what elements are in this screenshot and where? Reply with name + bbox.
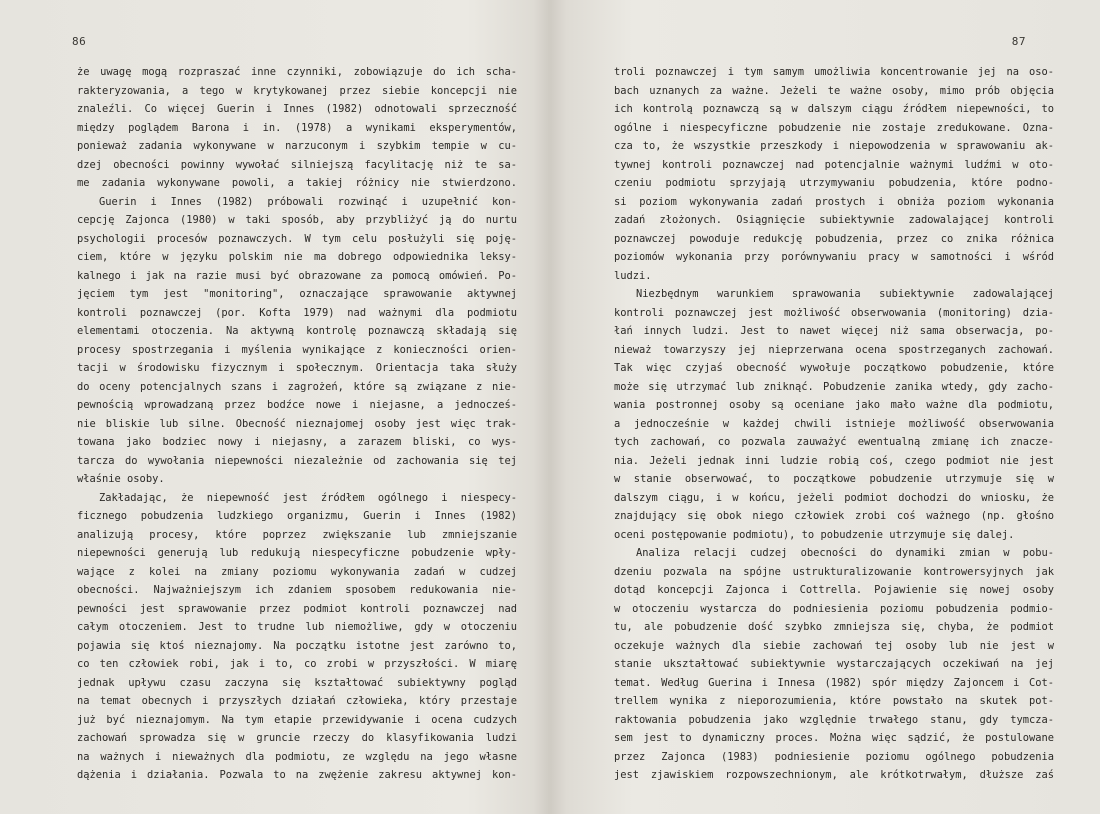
- text-line: ciem, które w języku polskim nie ma dobrego odpowiednika leksy-: [77, 251, 517, 263]
- page-number: 86: [72, 35, 87, 48]
- text-line: nia. Jeżeli jednak inni ludzie robią coś, czego podmiot nie jest: [614, 454, 1054, 467]
- text-line: znajdujący się obok niego człowiek zrobi coś ważnego (np. głośno: [614, 510, 1054, 522]
- text-line: nieważ towarzyszy jej nieprzerwana ocena spostrzeganych zachowań.: [614, 343, 1054, 356]
- page-body: [77, 63, 517, 785]
- text-line: dążenia i działania. Pozwala to na zwężenie zakresu aktywnej kon-: [77, 769, 517, 781]
- text-line: poznawczej powoduje redukcję pobudzenia, przez co znika różnica: [614, 232, 1054, 245]
- text-line: oczekuje ważnych dla siebie zachowań tej osoby lub nie jest w: [614, 639, 1054, 652]
- text-line: do oceny potencjalnych szans i zagrożeń, które są związane z nie-: [77, 380, 517, 393]
- text-line: towana jako bodziec nowy i niejasny, a zarazem bliski, co wys-: [77, 436, 517, 448]
- text-line: elementami otoczenia. Na aktywną kontrolę poznawczą składają się: [77, 325, 517, 337]
- text-line: troli poznawczej i tym samym umożliwia koncentrowanie jej na oso-: [614, 66, 1054, 78]
- text-line: Niezbędnym warunkiem sprawowania subiektywnie zadowalającej: [636, 288, 1054, 300]
- text-line: temat. Według Guerina i Innesa (1982) spór między Zajoncem i Cot-: [614, 676, 1054, 689]
- text-line: na ważnych i nieważnych dla podmiotu, ze względu na jego własne: [77, 750, 517, 763]
- text-line: że uwagę mogą rozpraszać inne czynniki, zobowiązuje do ich scha-: [77, 66, 517, 78]
- text-line: wające z kolei na zmiany poziomu wykonywania zadań w cudzej: [77, 565, 517, 578]
- text-line: zadań złożonych. Osiągnięcie subiektywnie zadowalającej kontroli: [614, 214, 1054, 226]
- text-line: na temat obecnych i przyszłych działań człowieka, który przestaje: [77, 695, 517, 707]
- text-line: ponieważ zadania wykonywane w narzuconym i szybkim tempie w cu-: [77, 140, 517, 152]
- text-line: me zadania wykonywane powoli, a takiej różnicy nie stwierdzono.: [77, 177, 517, 189]
- text-line: dalszym ciągu, i w końcu, jeżeli podmiot dochodzi do wniosku, że: [614, 491, 1054, 504]
- page-body: [614, 63, 1054, 785]
- text-line: obecności. Najważniejszym ich zdaniem sposobem redukowania nie-: [77, 584, 517, 596]
- text-line: Analiza relacji cudzej obecności do dynamiki zmian w pobu-: [636, 547, 1054, 559]
- text-line: jednak upływu czasu zaczyna się kształtować subiektywny pogląd: [77, 676, 517, 689]
- text-line: w otoczeniu wystarcza do podniesienia poziomu pobudzenia podmio-: [614, 602, 1054, 615]
- text-line: Zakładając, że niepewność jest źródłem ogólnego i niespecy-: [99, 491, 517, 504]
- text-line: łań innych ludzi. Jest to nawet więcej niż sama obserwacja, po-: [614, 325, 1054, 337]
- text-line: cepcję Zajonca (1980) w taki sposób, aby przybliżyć ją do nurtu: [77, 214, 517, 226]
- text-line: procesy spostrzegania i myślenia wynikające z konieczności orien-: [77, 343, 517, 356]
- text-line: przez Zajonca (1983) podniesienie poziomu ogólnego pobudzenia: [614, 750, 1054, 763]
- text-line: pojawia się ktoś nieznajomy. Na początku istotne jest zarówno to,: [77, 639, 517, 652]
- text-line: całym otoczeniem. Jest to trudne lub niemożliwe, gdy w otoczeniu: [77, 621, 517, 633]
- text-line: między poglądem Barona i in. (1978) a wynikami eksperymentów,: [77, 121, 517, 134]
- text-line: raktowania pobudzenia jako względnie trwałego stanu, gdy tymcza-: [614, 713, 1054, 726]
- text-line: co ten człowiek robi, jak i to, co zrobi w przyszłości. W miarę: [77, 658, 517, 670]
- text-line: zachowań sprowadza się w gruncie rzeczy do klasyfikowania ludzi: [77, 732, 517, 744]
- text-line: tu, ale pobudzenie dość szybko zmniejsza się, chyba, że podmiot: [614, 621, 1054, 633]
- right-page: [550, 0, 1100, 814]
- text-line: trellem wynika z nieporozumienia, które powstało na skutek pot-: [614, 695, 1054, 707]
- text-line: oceni postępowanie podmiotu), to pobudzenie utrzymuje się dalej.: [614, 528, 1015, 541]
- text-line: może się utrzymać lub zniknąć. Pobudzenie zanika wtedy, gdy zacho-: [614, 380, 1054, 393]
- text-line: dzej obecności powinny wywołać silniejszą facylitację niż te sa-: [77, 158, 517, 171]
- text-line: właśnie osoby.: [77, 473, 165, 485]
- text-line: tarcza do wywołania niepewności niezależnie od zachowania się tej: [77, 454, 517, 467]
- text-line: Guerin i Innes (1982) próbowali rozwinąć i uzupełnić kon-: [99, 195, 517, 208]
- text-line: sem jest to dynamiczny proces. Można więc sądzić, że postulowane: [614, 732, 1054, 744]
- text-line: dotąd koncepcji Zajonca i Cottrella. Pojawienie się nowej osoby: [614, 584, 1054, 596]
- text-line: kalnego i jak na razie musi być obrazowane za pomocą omówień. Po-: [77, 269, 517, 282]
- text-line: kontroli poznawczej jest możliwość obserwowania (monitoring) dzia-: [614, 306, 1054, 319]
- text-line: stanie ukształtować subiektywnie wystarczających oczekiwań na jej: [614, 658, 1054, 670]
- text-line: pewności jest sprawowanie przez podmiot kontroli poznawczej nad: [77, 602, 517, 615]
- text-line: tacji w środowisku fizycznym i społecznym. Orientacja taka służy: [77, 362, 517, 374]
- text-line: tych zachowań, co pozwala zauważyć ewentualną zmianę ich znacze-: [614, 436, 1054, 448]
- text-line: poziomów wykonania przy porównywaniu pracy w samotności i wśród: [614, 251, 1054, 263]
- text-line: tywnej kontroli poznawczej nad potencjalnie ważnymi ludźmi w oto-: [614, 158, 1054, 171]
- text-line: pewnością wprowadzaną przez bodźce nowe i niejasne, a jednocześ-: [77, 399, 517, 411]
- text-line: jęciem tym jest "monitoring", oznaczające sprawowanie aktywnej: [77, 288, 517, 300]
- text-line: psychologii procesów poznawczych. W tym celu posłużyli się poję-: [77, 232, 517, 245]
- text-line: czeniu podmiotu sprzyjają utrzymywaniu pobudzenia, które podno-: [614, 177, 1054, 189]
- text-line: a jednocześnie w każdej chwili istnieje możliwość obserwowania: [614, 417, 1054, 430]
- text-line: w stanie obserwować, to początkowe pobudzenie utrzymuje się w: [614, 473, 1054, 485]
- text-line: dzeniu pozwala na spójne ustrukturalizowanie kontrowersyjnych jak: [614, 565, 1054, 578]
- text-line: kontroli poznawczej (por. Kofta 1979) nad ważnymi dla podmiotu: [77, 306, 517, 319]
- text-line: ogólne i niespecyficzne pobudzenie nie zostaje zredukowane. Ozna-: [614, 121, 1054, 134]
- text-line: niepewności generują lub redukują niespecyficzne pobudzenie wpły-: [77, 547, 517, 559]
- text-line: jest zjawiskiem rozpowszechnionym, ale krótkotrwałym, dłuższe zaś: [614, 769, 1054, 781]
- text-line: ludzi.: [614, 269, 652, 282]
- text-line: ficznego pobudzenia ludzkiego organizmu, Guerin i Innes (1982): [77, 510, 517, 522]
- text-line: nie bliskie lub silne. Obecność nieznajomej osoby jest więc trak-: [77, 417, 517, 430]
- text-line: Tak więc czyjaś obecność wywołuje początkowo pobudzenie, które: [614, 362, 1054, 374]
- page-number: 87: [1011, 35, 1026, 48]
- text-line: wania postronnej osoby są oceniane jako mało ważne dla podmiotu,: [614, 399, 1054, 411]
- text-line: bach uznanych za ważne. Jeżeli te ważne osoby, mimo prób objęcia: [614, 84, 1054, 97]
- text-line: cza to, że wszystkie przeszkody i niepowodzenia w sprawowaniu ak-: [614, 140, 1054, 152]
- text-line: si poziom wykonywania zadań prostych i obniża poziom wykonania: [614, 195, 1054, 208]
- text-line: znaleźli. Co więcej Guerin i Innes (1982) odnotowali sprzeczność: [77, 103, 517, 115]
- text-line: ich kontrolą poznawczą są w dalszym ciągu źródłem niepewności, to: [614, 103, 1054, 115]
- text-line: analizują procesy, które poprzez zwiększanie lub zmniejszanie: [77, 528, 517, 541]
- text-line: rakteryzowania, a tego w krytykowanej przez siebie koncepcji nie: [77, 84, 517, 97]
- text-line: już być nieznajomym. Na tym etapie przewidywanie i ocena cudzych: [77, 713, 517, 726]
